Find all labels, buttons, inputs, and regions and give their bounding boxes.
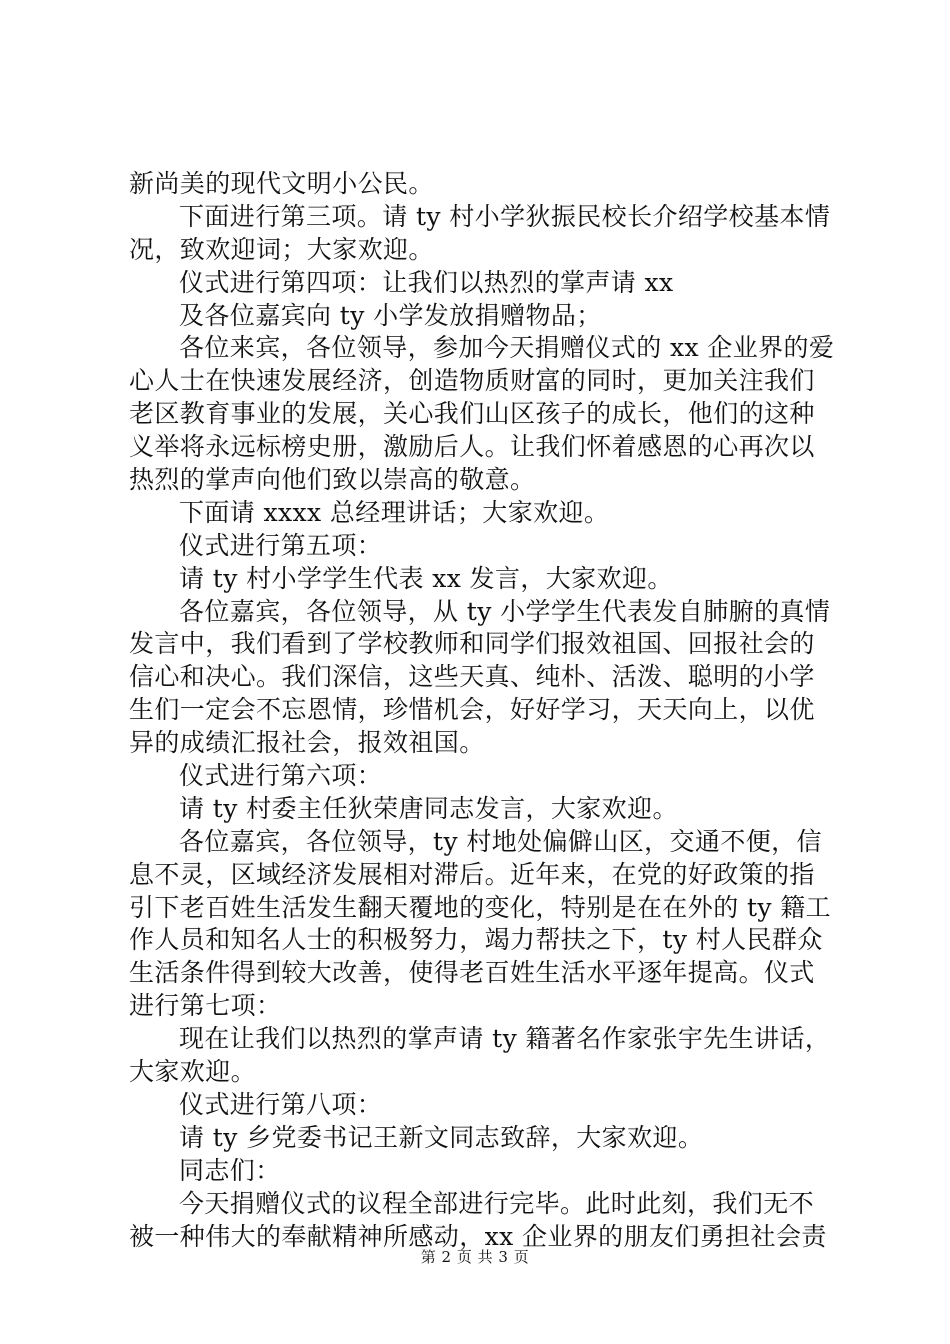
text-line: 各位来宾，各位领导，参加今天捐赠仪式的 xx 企业界的爱	[179, 333, 835, 363]
text-line: 生活条件得到较大改善，使得老百姓生活水平逐年提高。仪式	[129, 958, 815, 988]
text-line: 仪式进行第八项：	[179, 1089, 383, 1119]
text-line: 仪式进行第四项：让我们以热烈的掌声请 xx	[179, 267, 674, 297]
text-line: 请 ty 乡党委书记王新文同志致辞，大家欢迎。	[179, 1122, 704, 1152]
text-line: 请 ty 村委主任狄荣唐同志发言，大家欢迎。	[179, 793, 678, 823]
text-line: 发言中，我们看到了学校教师和同学们报效祖国、回报社会的	[129, 629, 815, 659]
text-line: 今天捐赠仪式的议程全部进行完毕。此时此刻，我们无不	[179, 1188, 815, 1218]
text-line: 仪式进行第五项：	[179, 530, 383, 560]
text-line: 请 ty 村小学学生代表 xx 发言，大家欢迎。	[179, 563, 673, 593]
text-line: 引下老百姓生活发生翻天覆地的变化，特别是在在外的 ty 籍工	[129, 892, 832, 922]
text-line: 各位嘉宾，各位领导，ty 村地处偏僻山区，交通不便，信	[179, 826, 822, 856]
text-line: 新尚美的现代文明小公民。	[129, 169, 434, 198]
text-line: 各位嘉宾，各位领导，从 ty 小学学生代表发自肺腑的真情	[179, 596, 831, 626]
text-line: 作人员和知名人士的积极努力，竭力帮扶之下，ty 村人民群众	[129, 925, 823, 955]
text-line: 况，致欢迎词；大家欢迎。	[129, 234, 434, 264]
text-line: 现在让我们以热烈的掌声请 ty 籍著名作家张宇先生讲话，	[179, 1024, 831, 1054]
page-number-footer: 第 2 页 共 3 页	[420, 1248, 530, 1266]
text-line: 老区教育事业的发展，关心我们山区孩子的成长，他们的这种	[129, 399, 815, 429]
text-line: 心人士在快速发展经济，创造物质财富的同时，更加关注我们	[129, 366, 815, 396]
document-body	[129, 168, 835, 1253]
text-line: 大家欢迎。	[129, 1057, 257, 1087]
text-line: 进行第七项：	[129, 991, 282, 1021]
text-line: 热烈的掌声向他们致以崇高的敬意。	[129, 465, 536, 495]
text-line: 信心和决心。我们深信，这些天真、纯朴、活泼、聪明的小学	[129, 662, 815, 692]
text-line: 仪式进行第六项：	[179, 761, 383, 791]
text-line: 下面进行第三项。请 ty 村小学狄振民校长介绍学校基本情	[179, 201, 831, 231]
text-line: 义举将永远标榜史册，激励后人。让我们怀着感恩的心再次以	[129, 432, 815, 462]
text-line: 被一种伟大的奉献精神所感动，xx 企业界的朋友们勇担社会责	[129, 1221, 827, 1251]
text-line: 同志们：	[179, 1155, 281, 1185]
text-line: 生们一定会不忘恩情，珍惜机会，好好学习，天天向上，以优	[129, 695, 815, 725]
text-line: 息不灵，区域经济发展相对滞后。近年来，在党的好政策的指	[129, 859, 815, 889]
text-line: 下面请 xxxx 总经理讲话；大家欢迎。	[179, 497, 610, 527]
text-line: 及各位嘉宾向 ty 小学发放捐赠物品；	[179, 300, 602, 330]
text-line: 异的成绩汇报社会，报效祖国。	[129, 728, 485, 758]
